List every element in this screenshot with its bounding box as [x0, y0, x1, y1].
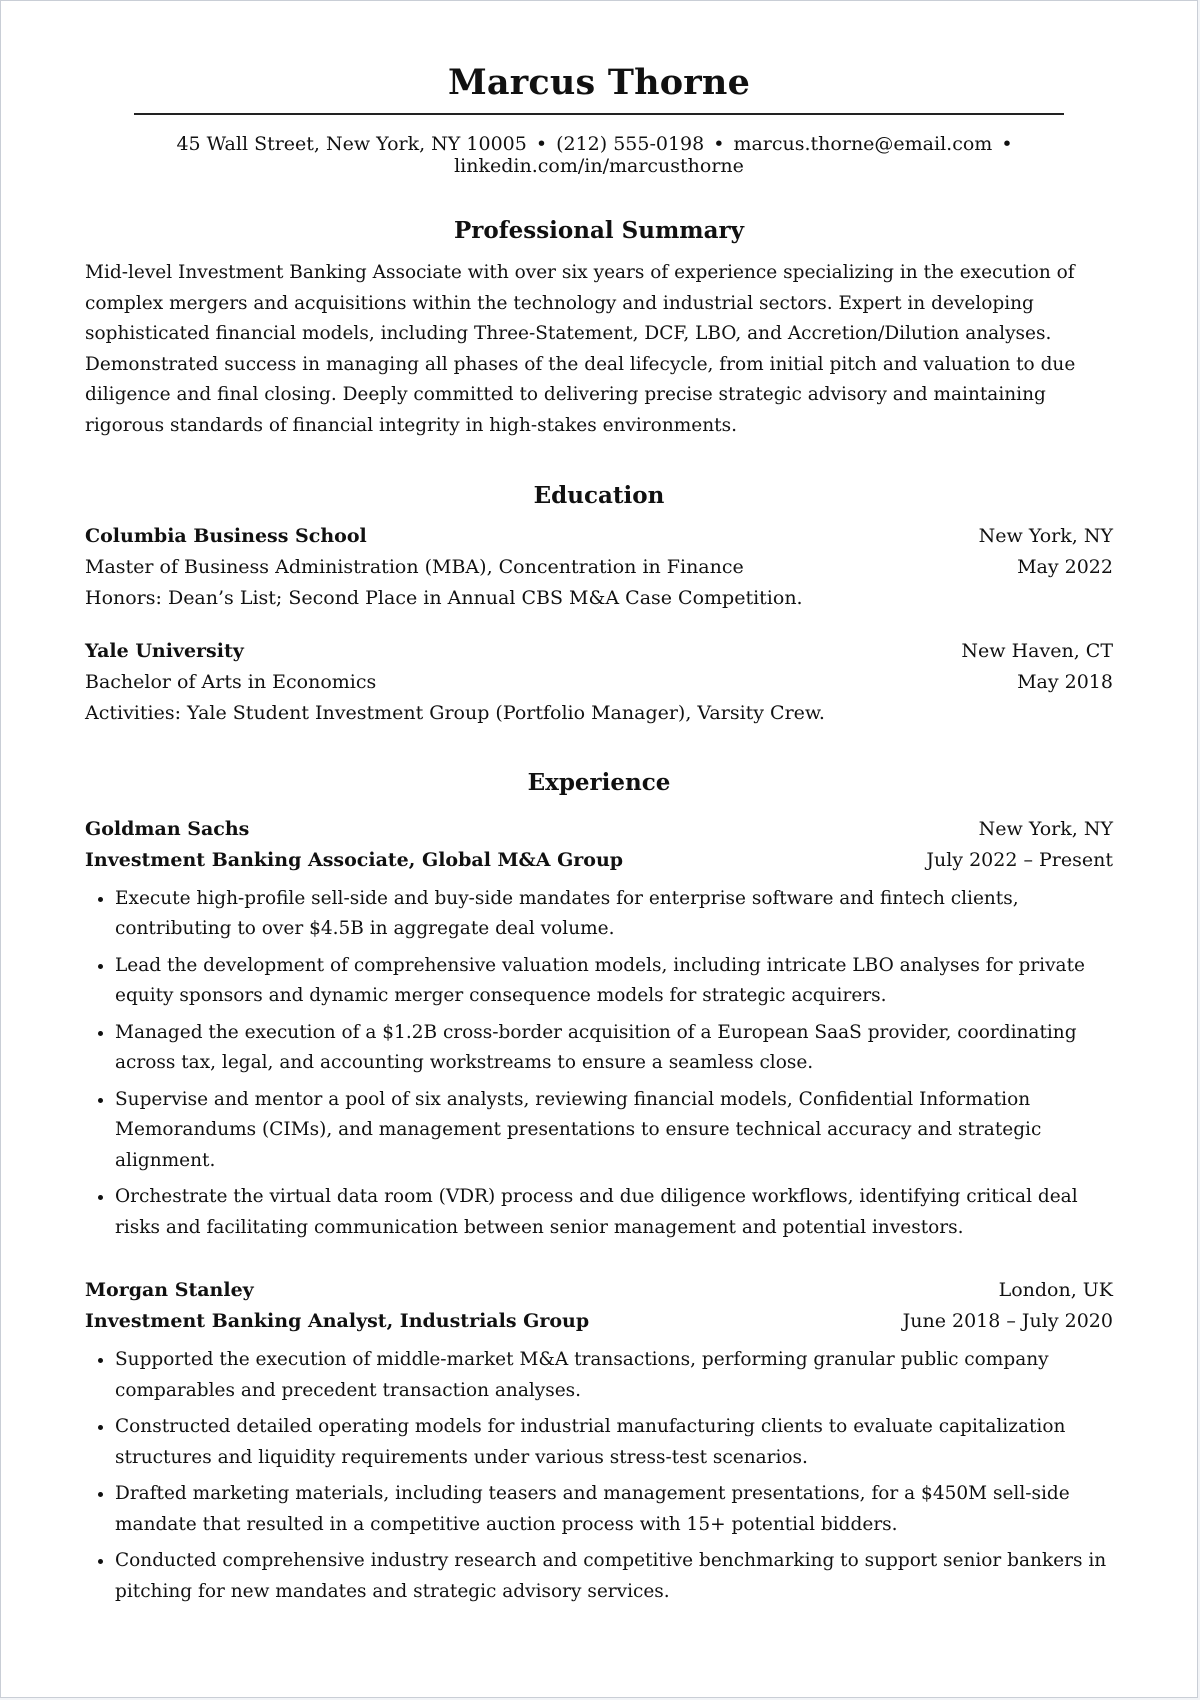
experience-company-row [85, 1275, 1113, 1306]
experience-location: London, UK [998, 1279, 1113, 1302]
education-heading: Education [533, 481, 665, 509]
education-date: May 2018 [1017, 670, 1113, 693]
experience-bullet: • Orchestrate the virtual data room (VDR) process and due diligence workflows, identifying critical deal risks and facilitating communication between senior management and potential investors. [115, 1182, 1113, 1243]
summary-heading: Professional Summary [453, 217, 744, 244]
experience-role-row [85, 845, 1113, 876]
contact-separator: • [1001, 133, 1013, 155]
education-location: New Haven, CT [961, 639, 1113, 662]
experience-role: Investment Banking Analyst, Industrials Group [85, 1310, 590, 1333]
candidate-name: Marcus Thorne [447, 62, 751, 103]
education-note: Honors: Dean’s List; Second Place in Annual CBS M&A Case Competition. [85, 586, 803, 609]
experience-role-row [85, 1306, 1113, 1337]
experience-bullet: • Supervise and mentor a pool of six analysts, reviewing financial models, Confidential Information Memorandums (CIMs), and management presentations to ensure technical accuracy and strategic alignment. [115, 1085, 1113, 1177]
experience-company: Goldman Sachs [85, 817, 250, 840]
contact-separator: • [535, 133, 548, 155]
education-note: Activities: Yale Student Investment Group (Portfolio Manager), Varsity Crew. [85, 701, 825, 724]
contact-email[interactable]: marcus.thorne@email.com [733, 133, 993, 155]
experience-entry [85, 814, 1113, 1244]
education-school: Yale University [85, 639, 244, 662]
contact-info [149, 133, 1049, 177]
contact-linkedin[interactable]: linkedin.com/in/marcusthorne [454, 155, 744, 177]
education-degree: Bachelor of Arts in Economics [85, 670, 377, 693]
experience-bullet: • Execute high-profile sell-side and buy-side mandates for enterprise software and fintech clients, contributing to over $4.5B in aggregate deal volume. [115, 884, 1113, 945]
experience-bullet: • Lead the development of comprehensive valuation models, including intricate LBO analyses for private equity sponsors and dynamic merger consequence models for strategic acquirers. [115, 951, 1113, 1012]
experience-bullet: • Constructed detailed operating models for industrial manufacturing clients to evaluate capitalization structures and liquidity requirements under various stress-test scenarios. [115, 1412, 1113, 1473]
experience-entry [85, 1275, 1113, 1607]
experience-bullets [85, 1345, 1113, 1607]
experience-dates: June 2018 – July 2020 [902, 1310, 1113, 1333]
experience-company: Morgan Stanley [85, 1279, 254, 1302]
name-divider [134, 113, 1064, 115]
education-location: New York, NY [978, 524, 1113, 547]
experience-bullet: • Supported the execution of middle-market M&A transactions, performing granular public company comparables and precedent transaction analyses. [115, 1345, 1113, 1406]
education-school-row [85, 521, 1113, 552]
contact-address: 45 Wall Street, New York, NY 10005 [176, 133, 527, 155]
experience-bullet: • Managed the execution of a $1.2B cross-border acquisition of a European SaaS provider, coordinating across tax, legal, and accounting workstreams to ensure a seamless close. [115, 1018, 1113, 1079]
summary-text: Mid-level Investment Banking Associate with over six years of experience specializing in the execution of complex mergers and acquisitions within the technology and industrial sectors. Expert in developing sophisticated financial models, including Three-Statement, DCF, LBO, and Accretion/Dilution analyses. Demonstrated success in managing all phases of the deal lifecycle, from initial pitch and valuation to due diligence and final closing. Deeply committed to delivering precise strategic advisory and maintaining rigorous standards of financial integrity in high-stakes environments. [85, 262, 1076, 436]
education-degree: Master of Business Administration (MBA), Concentration in Finance [85, 555, 744, 578]
contact-phone: (212) 555-0198 [556, 133, 705, 155]
education-degree-row [85, 552, 1113, 583]
education-entry [85, 521, 1113, 614]
education-entry [85, 636, 1113, 729]
education-school-row [85, 636, 1113, 667]
experience-location: New York, NY [978, 817, 1113, 840]
experience-heading: Experience [527, 768, 671, 796]
education-degree-row [85, 667, 1113, 698]
experience-bullet: • Conducted comprehensive industry research and competitive benchmarking to support senior bankers in pitching for new mandates and strategic advisory services. [115, 1546, 1113, 1607]
experience-dates: July 2022 – Present [926, 848, 1113, 871]
experience-bullet: • Drafted marketing materials, including teasers and management presentations, for a $450M sell-side mandate that resulted in a competitive auction process with 15+ potential bidders. [115, 1479, 1113, 1540]
contact-separator: • [713, 133, 725, 155]
education-school: Columbia Business School [85, 524, 367, 547]
experience-bullets [85, 884, 1113, 1244]
experience-role: Investment Banking Associate, Global M&A Group [85, 848, 624, 871]
education-date: May 2022 [1017, 555, 1113, 578]
resume-content [1, 1, 1197, 1607]
experience-company-row [85, 814, 1113, 845]
